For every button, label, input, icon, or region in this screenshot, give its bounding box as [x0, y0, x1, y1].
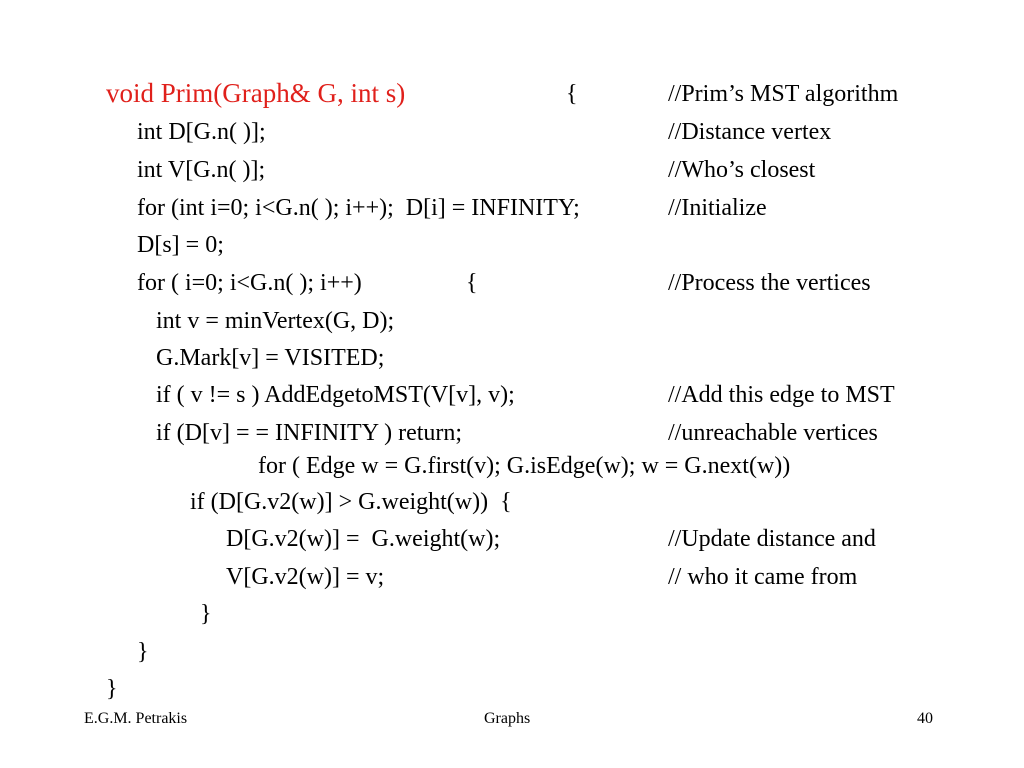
- code-line: for (int i=0; i<G.n( ); i++); D[i] = INFINITY;: [137, 195, 580, 221]
- code-comment: //Who’s closest: [668, 157, 816, 183]
- code-line: int v = minVertex(G, D);: [156, 308, 395, 334]
- footer-topic: Graphs: [484, 710, 531, 727]
- code-line: for ( i=0; i<G.n( ); i++): [137, 270, 362, 296]
- code-line: int V[G.n( )];: [137, 157, 266, 183]
- code-line-brace-close: }: [137, 639, 149, 665]
- code-line: int D[G.n( )];: [137, 119, 266, 145]
- code-line: if (D[G.v2(w)] > G.weight(w)) {: [190, 489, 512, 515]
- code-comment: //Update distance and: [668, 526, 876, 552]
- code-line-brace-close: }: [200, 601, 212, 627]
- code-line: for ( Edge w = G.first(v); G.isEdge(w); w = G.next(w)): [258, 453, 791, 479]
- code-line-brace-open: {: [566, 81, 578, 107]
- footer-author: E.G.M. Petrakis: [84, 710, 188, 727]
- code-comment: //Prim’s MST algorithm: [668, 81, 899, 107]
- slide-title: void Prim(Graph& G, int s): [106, 78, 406, 108]
- code-line: G.Mark[v] = VISITED;: [156, 345, 385, 371]
- code-line: D[G.v2(w)] = G.weight(w);: [226, 526, 501, 552]
- code-line: if ( v != s ) AddEdgetoMST(V[v], v);: [156, 382, 515, 408]
- code-comment: //Distance vertex: [668, 119, 832, 145]
- code-line: if (D[v] = = INFINITY ) return;: [156, 420, 463, 446]
- code-comment: //Initialize: [668, 195, 767, 221]
- code-comment: //Process the vertices: [668, 270, 871, 296]
- code-comment: // who it came from: [668, 564, 858, 590]
- footer-page-number: 40: [917, 710, 933, 727]
- code-line: D[s] = 0;: [137, 232, 224, 258]
- code-line-brace-open: {: [466, 270, 478, 296]
- code-comment: //Add this edge to MST: [668, 382, 895, 408]
- code-line-brace-close: }: [106, 676, 118, 702]
- code-line: V[G.v2(w)] = v;: [226, 564, 385, 590]
- code-comment: //unreachable vertices: [668, 420, 878, 446]
